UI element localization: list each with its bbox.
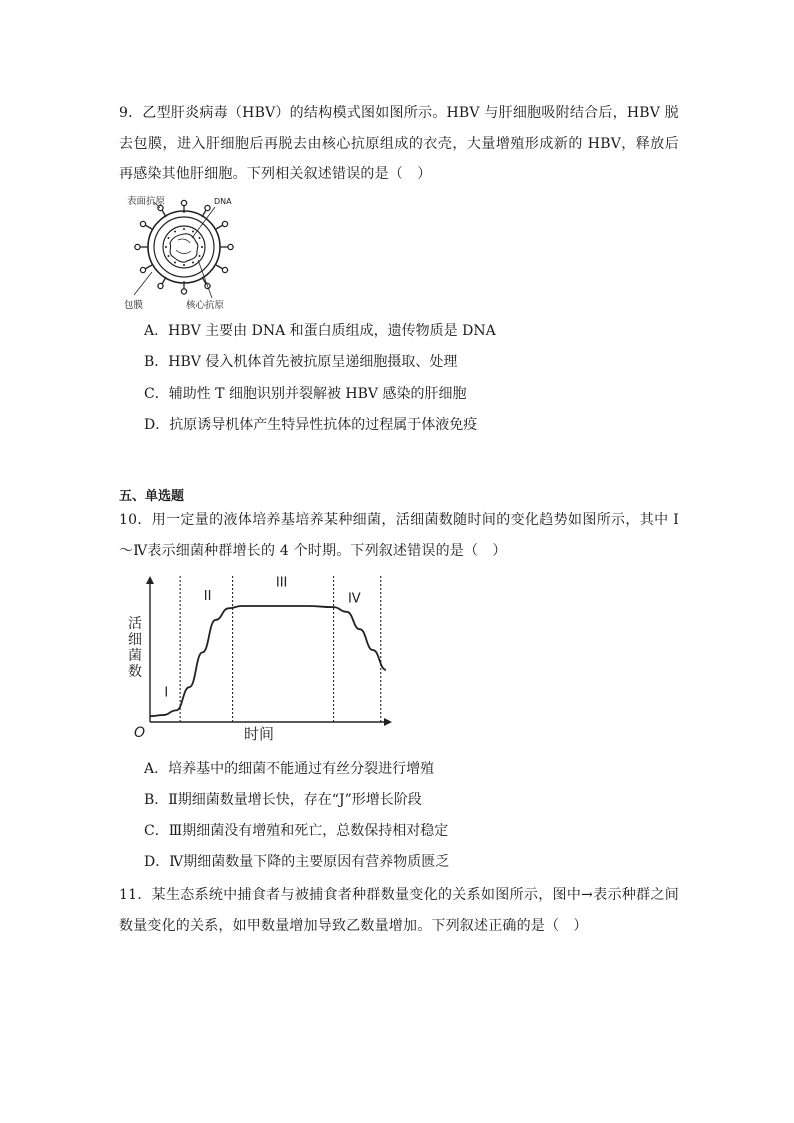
ylabel-char-1: 活 xyxy=(128,616,142,632)
hbv-envelope-outer xyxy=(148,211,220,283)
q10-option-a: A．培养基中的细菌不能通过有丝分裂进行增殖 xyxy=(144,761,435,777)
q9-option-a: A．HBV 主要由 DNA 和蛋白质组成，遗传物质是 DNA xyxy=(144,323,496,339)
section-title: 五、单选题 xyxy=(119,489,185,504)
bacteria-growth-chart xyxy=(120,572,400,744)
label-dna: DNA xyxy=(214,197,232,206)
hbv-dna-strand xyxy=(170,234,198,262)
label-surface-antigen: 表面抗原 xyxy=(127,196,166,207)
ylabel-char-4: 数 xyxy=(128,664,142,680)
ylabel-char-2: 细 xyxy=(128,632,142,648)
x-axis-label: 时间 xyxy=(244,725,275,743)
q9-option-d: D．抗原诱导机体产生特异性抗体的过程属于体液免疫 xyxy=(144,417,478,433)
dna-pointer xyxy=(192,207,215,238)
phase-label-2: II xyxy=(203,589,212,605)
q9-stem: 9．乙型肝炎病毒（HBV）的结构模式图如图所示。HBV 与肝细胞吸附结合后，HBV 脱去包膜，进入肝细胞后再脱去由核心抗原组成的衣壳，大量增殖形成新的 HBV，释放后再感染其他肝细胞。下列相关叙述错误的是（ ） xyxy=(119,105,679,182)
growth-curve xyxy=(150,606,386,716)
hbv-spikes xyxy=(135,200,233,294)
q10-option-b: B．Ⅱ期细菌数量增长快，存在“J”形增长阶段 xyxy=(144,792,422,808)
phase-label-3: III xyxy=(275,575,288,591)
hbv-structure-figure xyxy=(120,192,250,314)
q10-option-d: D．Ⅳ期细菌数量下降的主要原因有营养物质匮乏 xyxy=(144,854,450,870)
q10-option-c: C．Ⅲ期细菌没有增殖和死亡，总数保持相对稳定 xyxy=(144,823,449,839)
phase-label-4: IV xyxy=(347,591,361,607)
label-envelope: 包膜 xyxy=(124,300,144,311)
ylabel-char-3: 菌 xyxy=(128,648,142,664)
q9-option-c: C．辅助性 T 细胞识别并裂解被 HBV 感染的肝细胞 xyxy=(144,386,467,402)
y-axis-label xyxy=(128,616,142,680)
phase-label-1: I xyxy=(164,685,169,701)
label-core-antigen: 核心抗原 xyxy=(186,300,225,311)
origin-label: O xyxy=(134,725,146,741)
q11-stem: 11．某生态系统中捕食者与被捕食者种群数量变化的关系如图所示，图中→表示种群之间数量变化的关系，如甲数量增加导致乙数量增加。下列叙述正确的是（ ） xyxy=(119,887,679,934)
q9-option-b: B．HBV 侵入机体首先被抗原呈递细胞摄取、处理 xyxy=(144,354,458,370)
q10-stem: 10．用一定量的液体培养基培养某种细菌，活细菌数随时间的变化趋势如图所示，其中 Ⅰ～Ⅳ表示细菌种群增长的 4 个时期。下列叙述错误的是（ ） xyxy=(119,512,679,559)
envelope-pointer xyxy=(134,272,152,295)
